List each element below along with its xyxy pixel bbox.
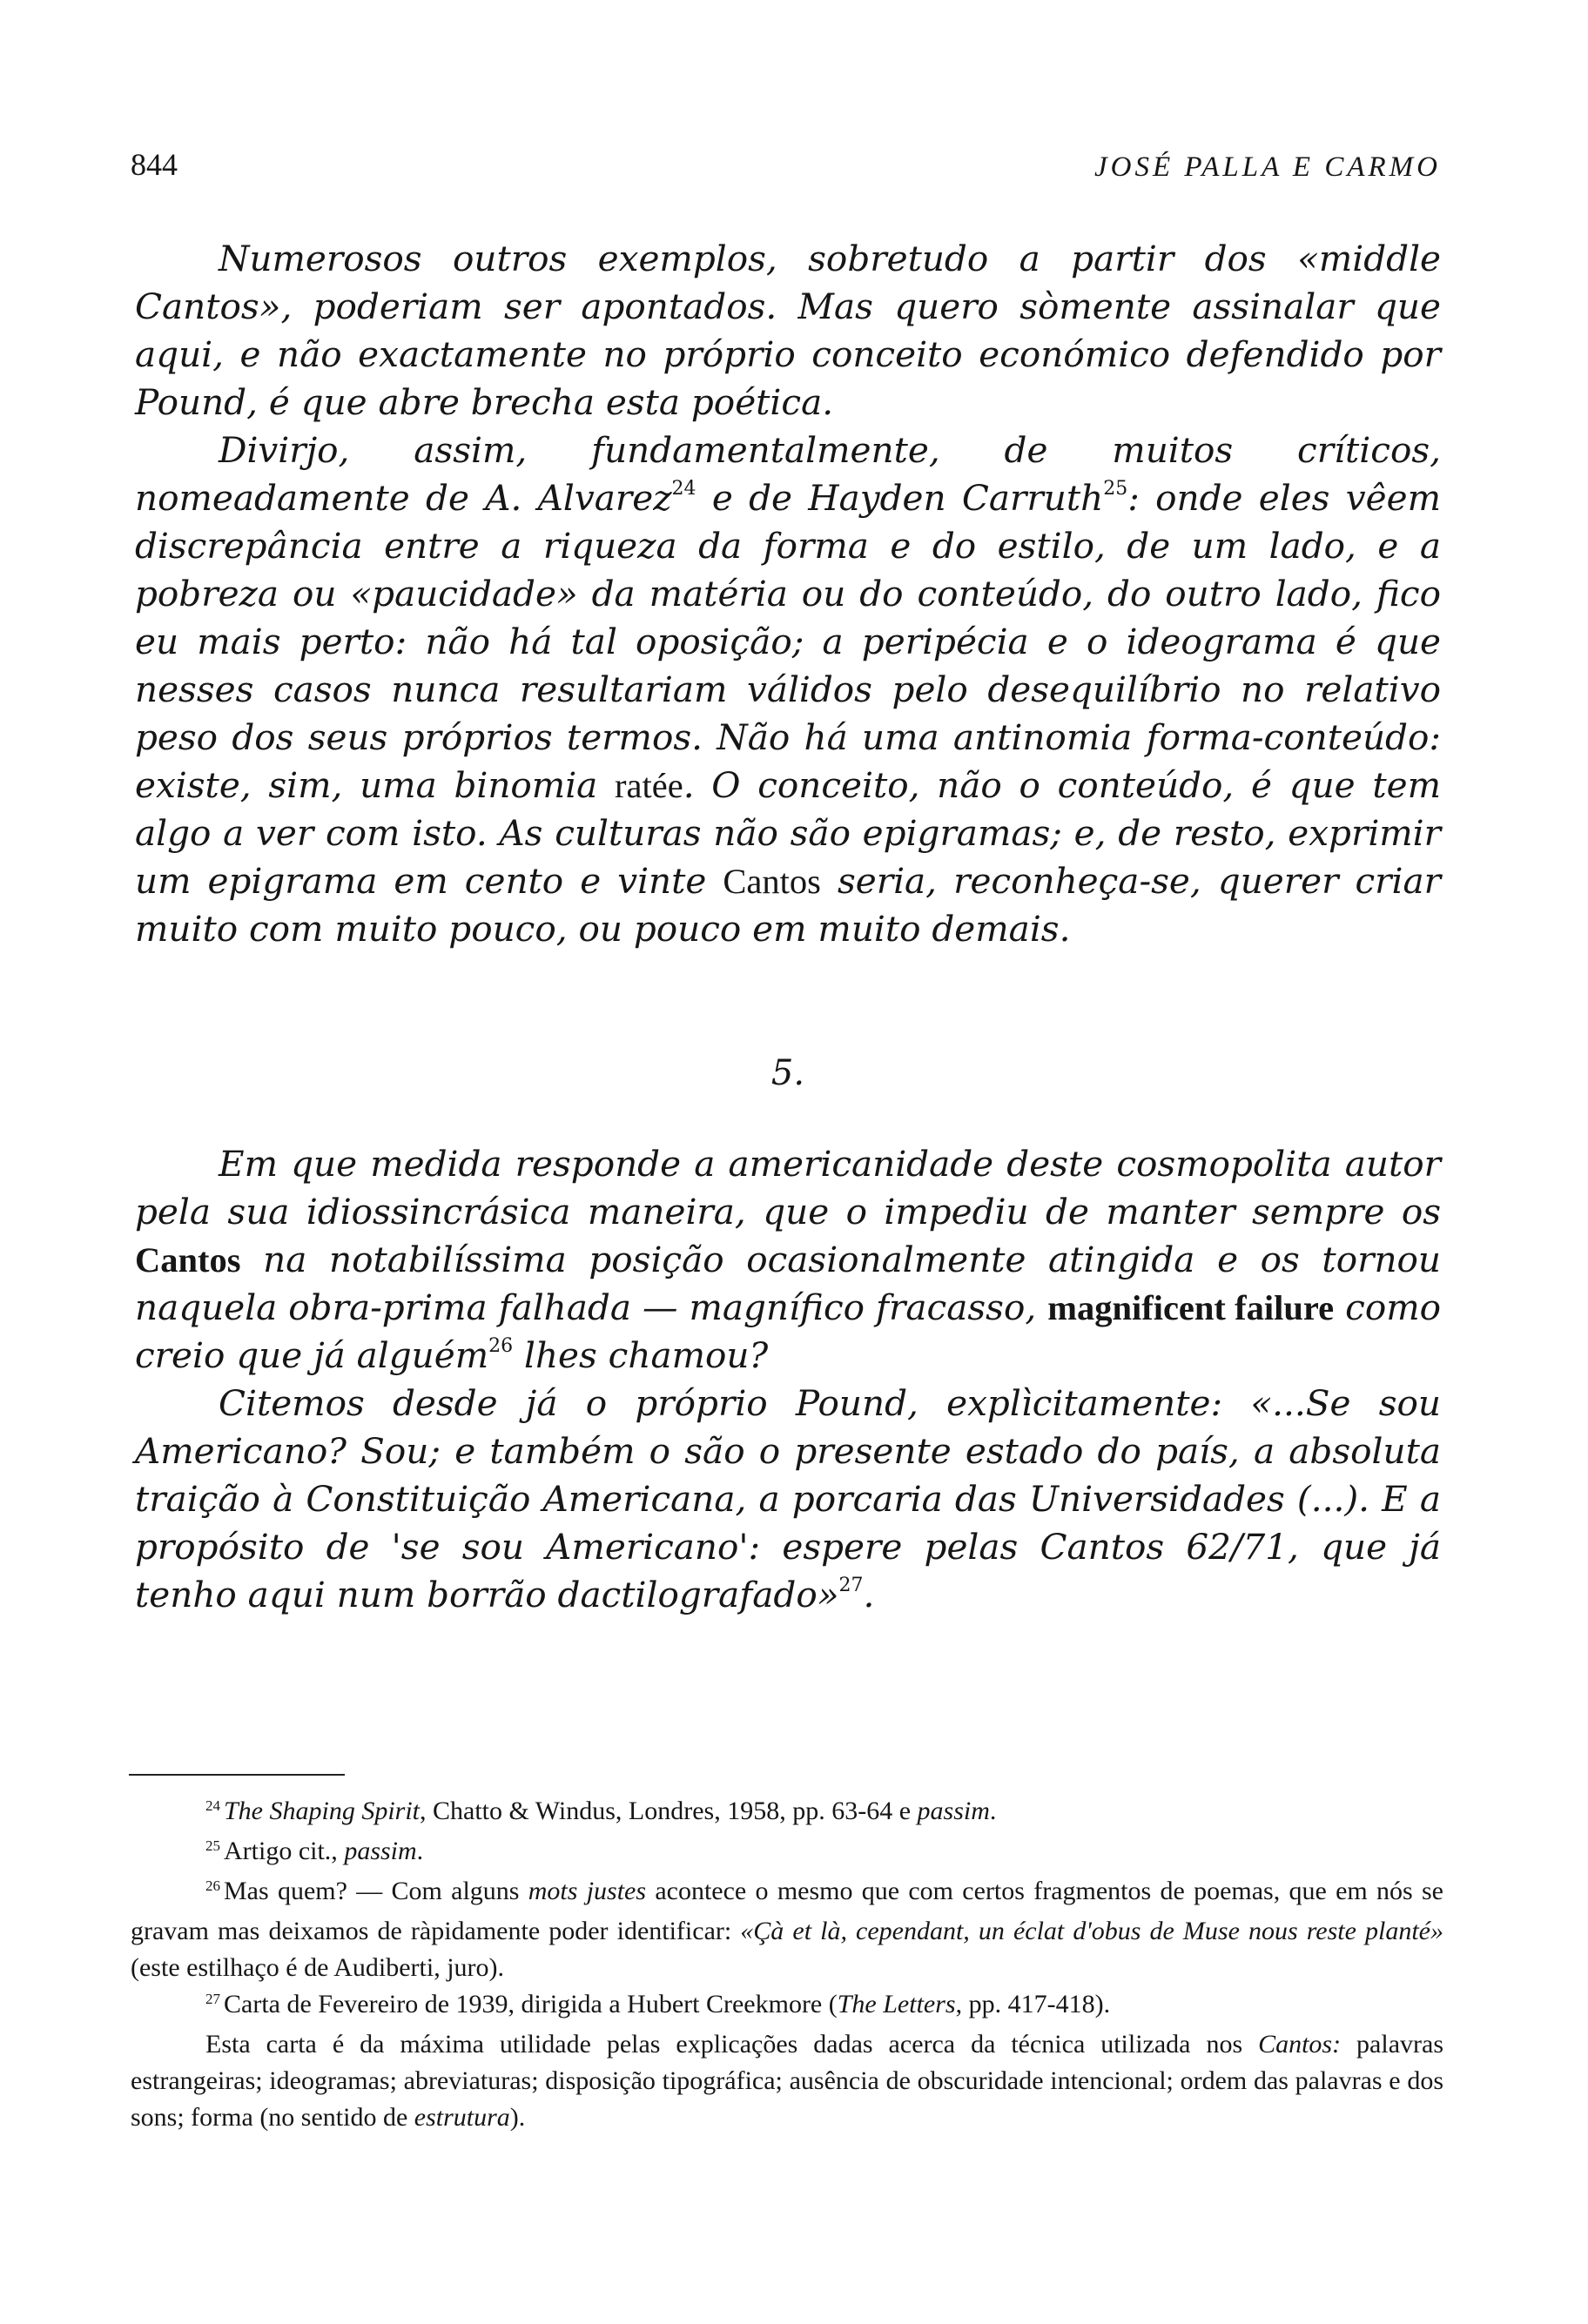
footnote-ref-24[interactable]: 24 bbox=[671, 477, 696, 500]
paragraph: Citemos desde já o próprio Pound, explìcitamente: «...Se sou Americano? Sou; e também o são o presente estado do país, a absoluta traição à Constituição Americana, a porcaria das Universidades (...). E a propósito de 'se sou Americano': espere pelas Cantos 62/71, que já tenho aqui num borrão dactilografado»$^{27}$. bbox=[135, 1382, 1441, 1615]
footnote-27-continued: Esta carta é da máxima utilidade pelas explicações dadas acerca da técnica utilizada nos Cantos: palavras estrangeiras; ideogramas; abreviaturas; disposição tipográfica; ausência de obscuridade intencional; ordem das palavras e dos sons; forma (no sentido de estrutura). bbox=[131, 2030, 1443, 2132]
footnote-26: $^{26}$ Mas quem? — Com alguns mots justes acontece o mesmo que com certos fragmentos de poemas, que em nós se gravam mas deixamos de ràpidamente poder identificar: «Çà et là, cependant, un éclat d'obus de Muse nous reste planté» (este estilhaço é de Audiberti, juro). bbox=[131, 1877, 1443, 1982]
english-phrase: magnificent failure bbox=[1047, 1288, 1335, 1327]
paragraph: Divirjo, assim, fundamentalmente, de muitos críticos, nomeadamente de A. Alvarez$^{24}$ e de Hayden Carruth$^{25}$: onde eles vêem discrepância entre a riqueza da forma e do estilo, de um lado, e a pobreza ou «paucidade» da matéria ou do conteúdo, do outro lado, fico eu mais perto: não há tal oposição; a peripécia e o ideograma é que nesses casos nunca resultariam válidos pelo desequilíbrio no relativo peso dos seus próprios termos. Não há uma antinomia forma-conteúdo: existe, sim, uma binomia ratée. O conceito, não o conteúdo, é que tem algo a ver com isto. As culturas não são epigramas; e, de resto, exprimir um epigrama em cento e vinte Cantos seria, reconheça-se, querer criar muito com muito pouco, ou pouco em muito demais. bbox=[135, 429, 1441, 950]
paragraph: Em que medida responde a americanidade deste cosmopolita autor pela sua idiossincrásica maneira, que o impediu de manter sempre os Cantos na notabilíssima posição ocasionalmente atingida e os tornou naquela obra-prima falhada — magnífico fracasso, magnificent failure como creio que já alguém$^{26}$ lhes chamou? bbox=[135, 1143, 1442, 1376]
footnote-ref-27[interactable]: 27 bbox=[838, 1574, 864, 1596]
work-title-cantos: Cantos bbox=[135, 1240, 241, 1280]
footnote-25: $^{25}$ Artigo cit., passim. bbox=[205, 1837, 424, 1865]
section-4-body bbox=[135, 235, 1441, 953]
page-number: 844 bbox=[131, 147, 178, 182]
paragraph: Numerosos outros exemplos, sobretudo a partir dos «middle Cantos», poderiam ser apontados. Mas quero sòmente assinalar que aqui, e não exactamente no próprio conceito económico defendido por Pound, é que abre brecha esta poética. bbox=[135, 238, 1441, 423]
footnote-divider bbox=[129, 1774, 345, 1776]
footnote-ref-25[interactable]: 25 bbox=[1103, 477, 1128, 500]
footnote-27: $^{27}$ Carta de Fevereiro de 1939, dirigida a Hubert Creekmore (The Letters, pp. 417-418). bbox=[205, 1990, 1111, 2018]
section-5-body bbox=[135, 1140, 1441, 1619]
footnotes bbox=[131, 1793, 1443, 2136]
footnote-24: $^{24}$ The Shaping Spirit, Chatto & Windus, Londres, 1958, pp. 63-64 e passim. bbox=[205, 1797, 997, 1825]
term-ratee: ratée bbox=[615, 766, 683, 805]
footnote-ref-26[interactable]: 26 bbox=[488, 1334, 514, 1357]
running-head-author: JOSÉ PALLA E CARMO bbox=[1093, 151, 1441, 183]
section-number: 5. bbox=[770, 1053, 805, 1093]
running-head bbox=[131, 146, 1441, 190]
work-title-cantos: Cantos bbox=[723, 862, 821, 901]
